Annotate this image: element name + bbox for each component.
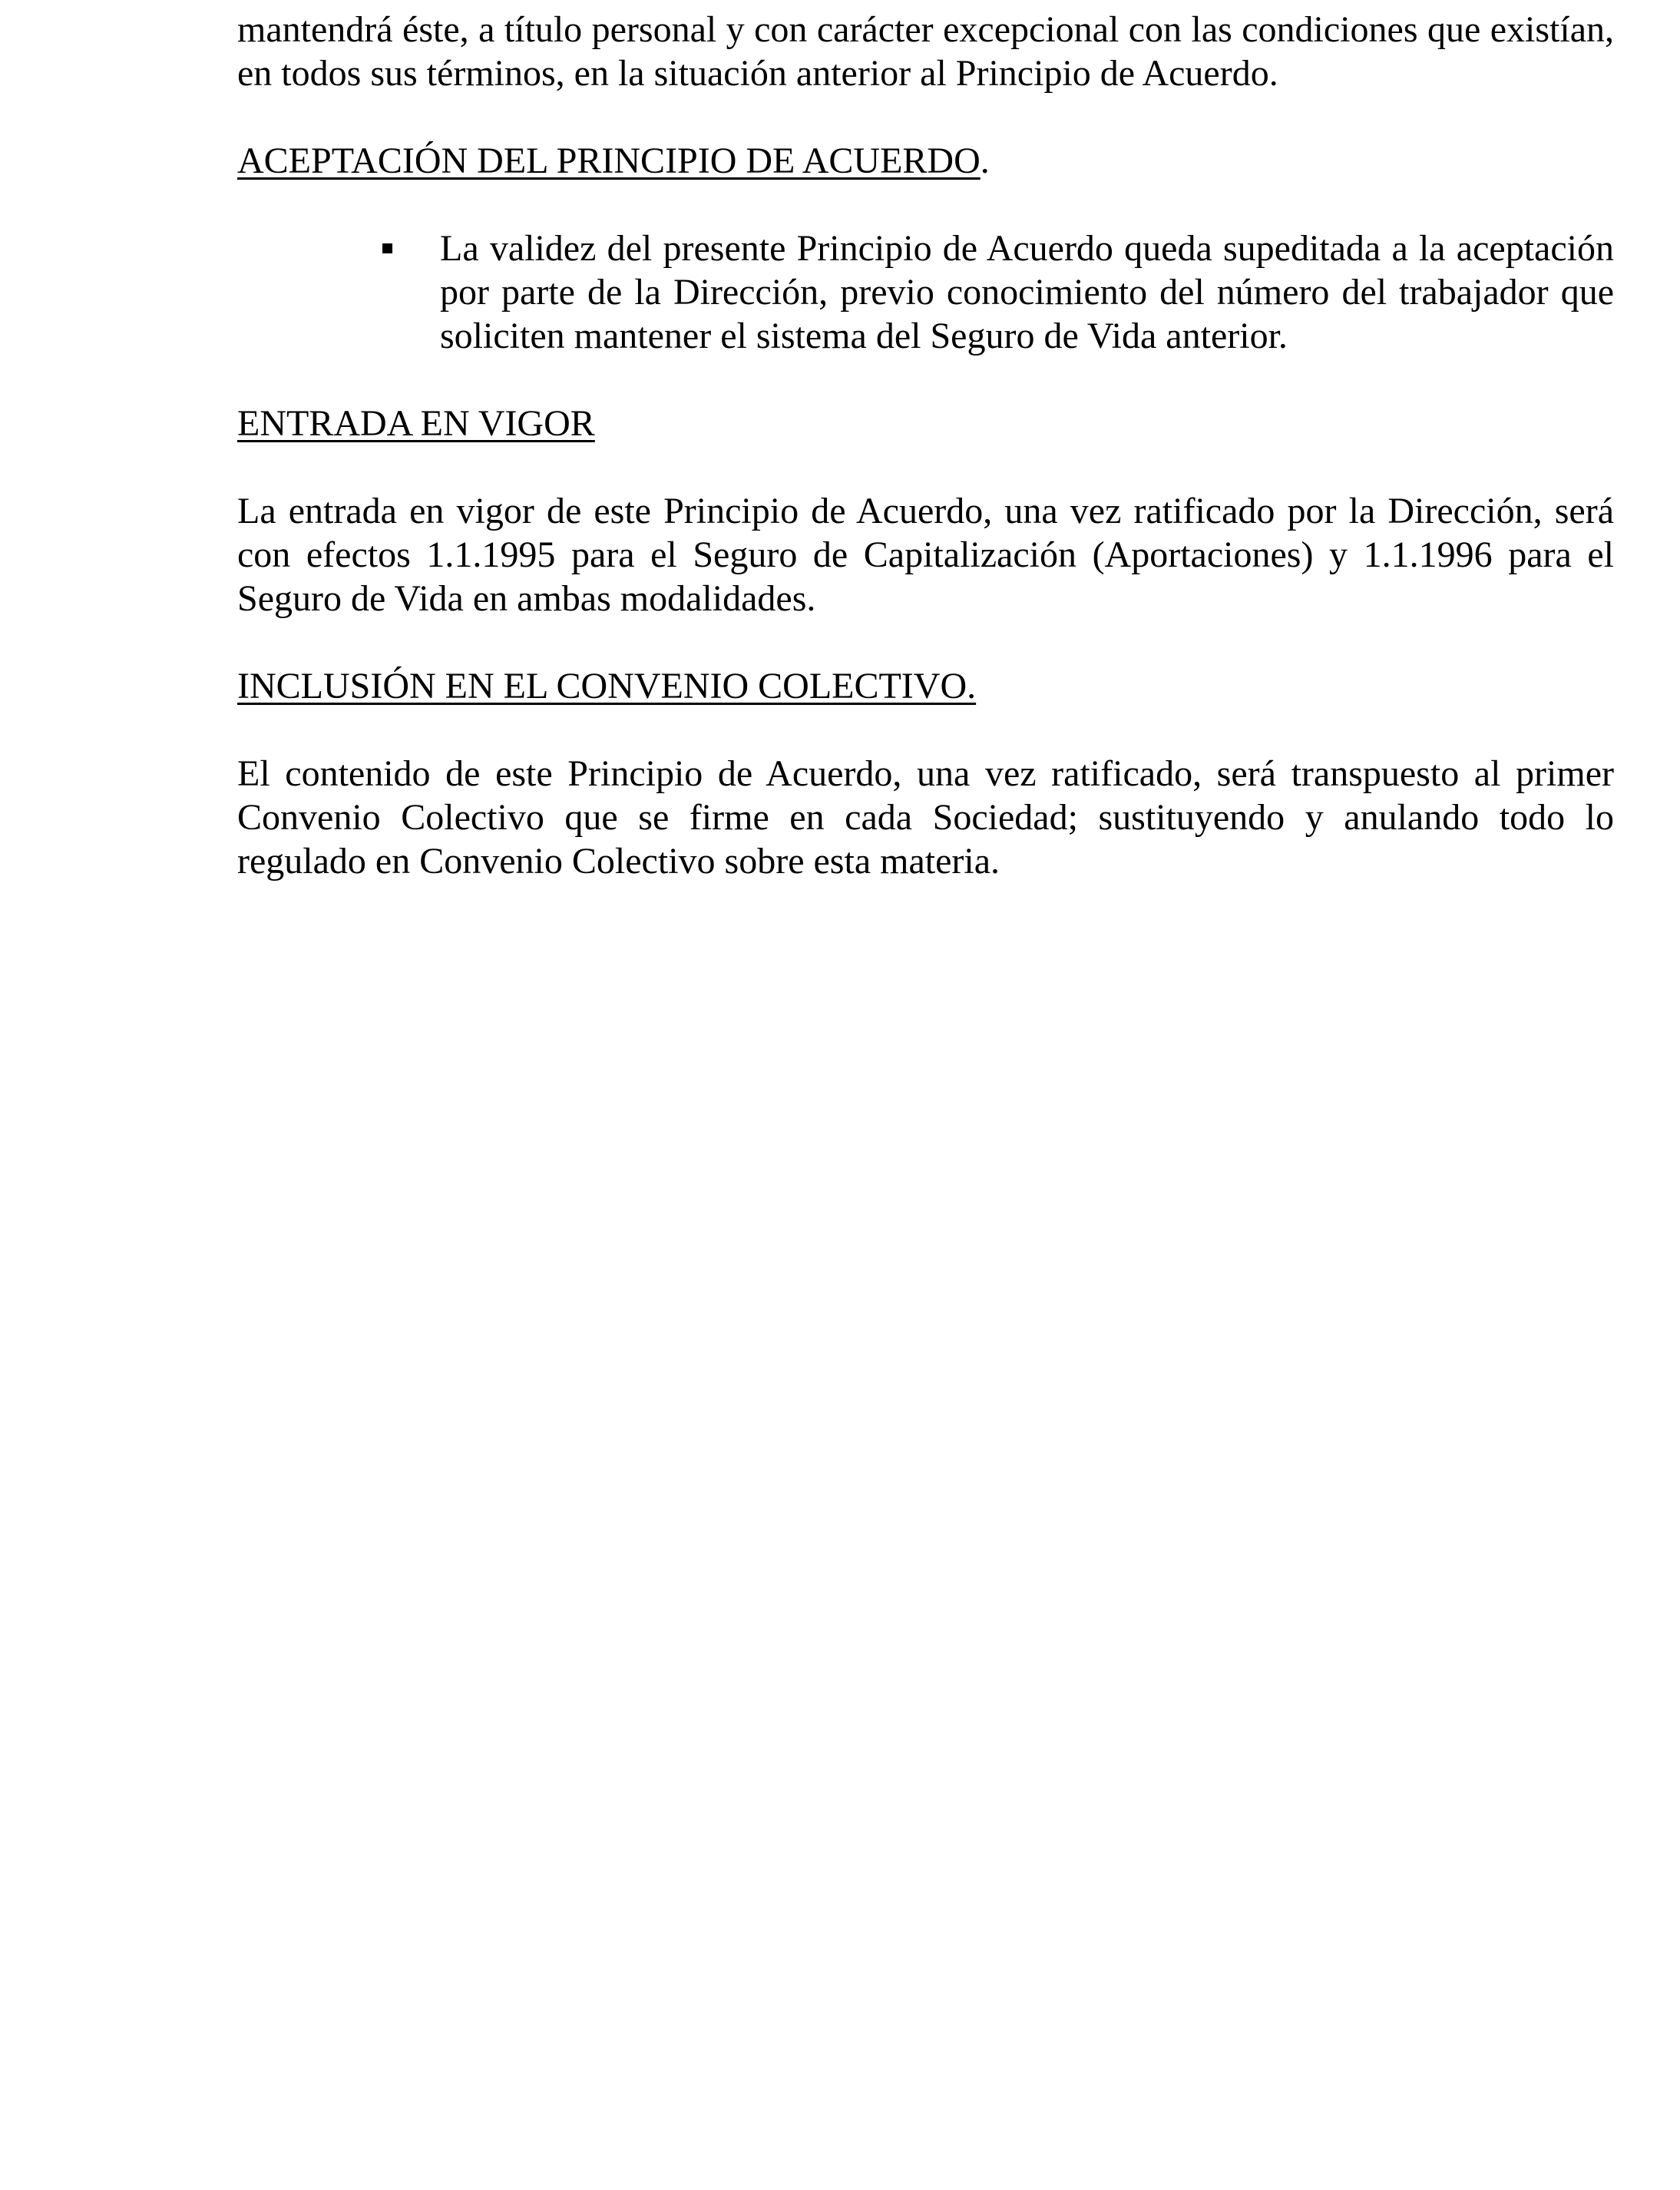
section-heading-aceptacion-text: ACEPTACIÓN DEL PRINCIPIO DE ACUERDO <box>237 141 981 181</box>
section-heading-entrada-en-vigor-text: ENTRADA EN VIGOR <box>237 403 595 444</box>
spacer <box>237 183 1614 227</box>
spacer <box>237 445 1614 489</box>
inclusion-paragraph: El contenido de este Principio de Acuerdo, una vez ratificado, será transpuesto al primer Convenio Colectivo que se firme en cada Sociedad; sustituyendo y anulando todo lo regulado en Convenio Colectivo sobre esta materia. <box>237 753 1614 882</box>
section-heading-aceptacion <box>237 139 1614 183</box>
section-heading-entrada-en-vigor <box>237 402 1614 445</box>
spacer <box>237 95 1614 139</box>
list-item <box>237 227 1614 358</box>
section-heading-inclusion <box>237 664 1614 708</box>
square-bullet-icon <box>382 243 392 253</box>
spacer <box>237 358 1614 402</box>
bullet-text: La validez del presente Principio de Acuerdo queda supeditada a la aceptación por parte de la Dirección, previo conocimiento del número del trabajador que soliciten mantener el sistema del Seguro de Vida anterior. <box>440 228 1614 356</box>
document-body <box>237 8 1614 883</box>
aceptacion-bullet-list <box>237 227 1614 358</box>
intro-paragraph: mantendrá éste, a título personal y con carácter excepcional con las condiciones que existían, en todos sus términos, en la situación anterior al Principio de Acuerdo. <box>237 9 1614 94</box>
section-heading-inclusion-text: INCLUSIÓN EN EL CONVENIO COLECTIVO. <box>237 666 977 706</box>
spacer <box>237 620 1614 664</box>
spacer <box>237 708 1614 752</box>
section-heading-aceptacion-suffix: . <box>980 141 990 181</box>
entrada-en-vigor-paragraph: La entrada en vigor de este Principio de Acuerdo, una vez ratificado por la Dirección, será con efectos 1.1.1995 para el Seguro de Capitalización (Aportaciones) y 1.1.1996 para el Seguro de Vida en ambas modalidades. <box>237 491 1614 619</box>
